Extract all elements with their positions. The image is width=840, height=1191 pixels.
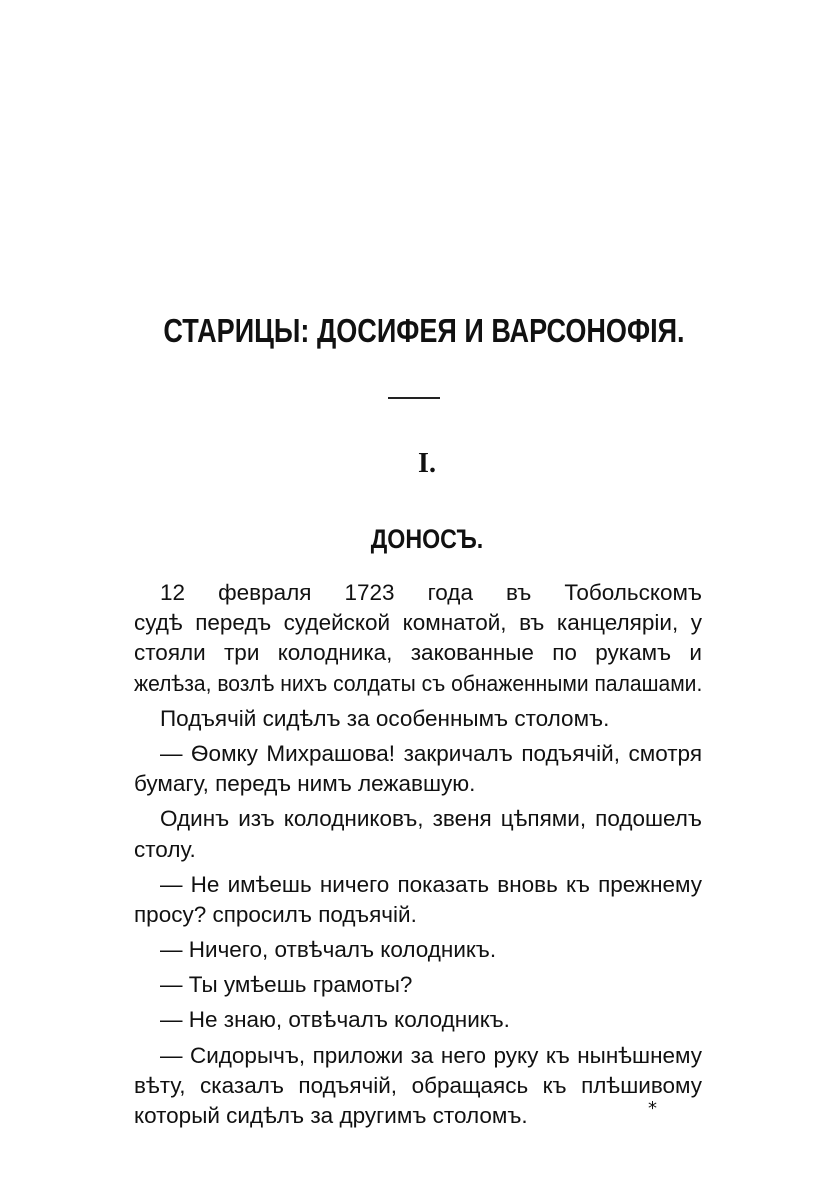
text-line: 12 февраля 1723 года въ Тобольскомъ	[160, 580, 702, 605]
text-line: судѣ передъ судейской комнатой, въ канцеляріи, у	[134, 610, 702, 636]
text-line: Подъячій сидѣлъ за особеннымъ столомъ.	[160, 705, 610, 731]
text-line: — Ничего, отвѣчалъ колодникъ.	[160, 937, 497, 963]
title-divider	[388, 397, 440, 399]
footer-mark: *	[648, 1098, 657, 1119]
story-title: СТАРИЦЫ: ДОСИФЕЯ И ВАРСОНОФІЯ.	[163, 312, 685, 349]
text-line: — Не имѣешь ничего показать вновь къ прежнему	[160, 871, 702, 897]
body-text	[134, 578, 702, 1131]
text-line: столу.	[134, 836, 196, 862]
text-line: вѣту, сказалъ подъячій, обращаясь къ плѣшивому	[134, 1072, 702, 1098]
text-line: стояли три колодника, закованные по рукамъ и	[134, 640, 702, 666]
text-line: — Не знаю, отвѣчалъ колодникъ.	[160, 1007, 510, 1033]
text-line: бумагу, передъ нимъ лежавшую.	[134, 771, 476, 797]
text-line: Одинъ изъ колодниковъ, звеня цѣпями, подошелъ	[160, 806, 702, 832]
chapter-heading: ДОНОСЪ.	[370, 524, 484, 554]
text-line: — Ѳомку Михрашова! закричалъ подъячій, смотря	[160, 740, 702, 766]
text-line: — Сидорычъ, приложи за него руку къ нынѣшнему	[160, 1042, 702, 1068]
text-line: — Ты умѣешь грамоты?	[160, 972, 413, 998]
text-line: просу? спросилъ подъячій.	[134, 901, 417, 927]
text-line: желѣза, возлѣ нихъ солдаты съ обнаженными палашами.	[134, 670, 703, 696]
text-line: который сидѣлъ за другимъ столомъ.	[134, 1103, 528, 1128]
chapter-number: I.	[418, 448, 436, 479]
